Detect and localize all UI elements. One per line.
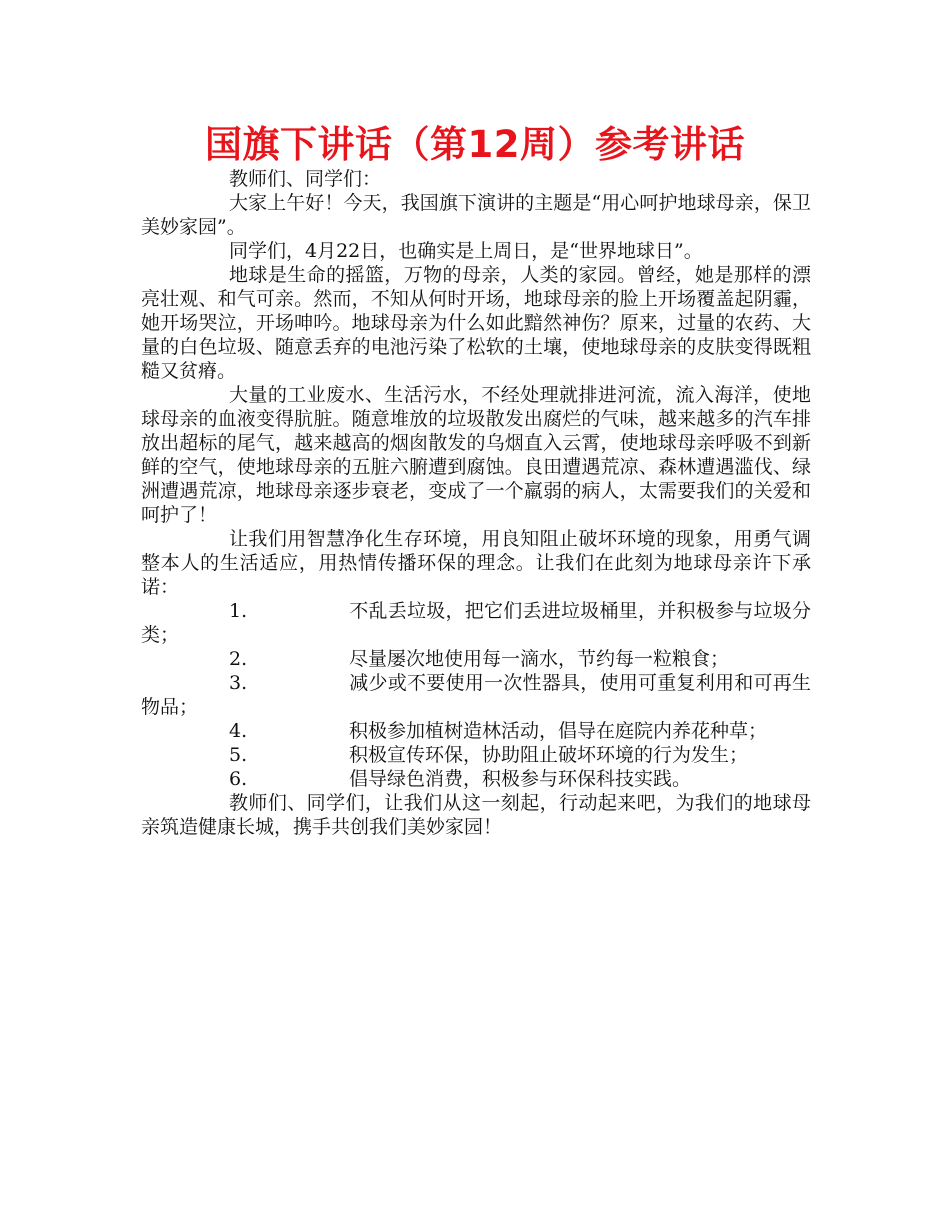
list-item [141, 599, 811, 647]
paragraph-1: 大家上午好！今天，我国旗下演讲的主题是“用心呵护地球母亲，保卫美妙家园”。 [141, 192, 811, 238]
list-item-number: 6. [229, 768, 248, 790]
document-title: 国旗下讲话（第12周）参考讲话 [205, 123, 745, 166]
list-item [141, 743, 811, 767]
list-item-text: 积极参加植树造林活动，倡导在庭院内养花种草； [349, 720, 768, 742]
list-item [141, 671, 811, 719]
list-item-text: 倡导绿色消费，积极参与环保科技实践。 [349, 768, 692, 790]
list-item-number: 1. [229, 600, 248, 622]
closing-paragraph: 教师们、同学们，让我们从这一刻起，行动起来吧，为我们的地球母亲筑造健康长城，携手共创我们美妙家园！ [141, 792, 811, 838]
list-item-text: 积极宣传环保，协助阻止破坏环境的行为发生； [349, 744, 749, 766]
list-item-number: 2. [229, 648, 248, 670]
list-item-number: 3. [229, 672, 248, 694]
list-item-text: 尽量屡次地使用每一滴水，节约每一粒粮食； [349, 648, 730, 670]
list-item [141, 647, 811, 671]
list-item-text: 不乱丢垃圾，把它们丢进垃圾桶里，并积极参与垃圾分类； [141, 600, 811, 646]
document-body [141, 167, 811, 839]
list-item-number: 5. [229, 744, 248, 766]
list-item-number: 4. [229, 720, 248, 742]
paragraph-4: 大量的工业废水、生活污水，不经处理就排进河流，流入海洋，使地球母亲的血液变得肮脏。随意堆放的垃圾散发出腐烂的气味，越来越多的汽车排放出超标的尾气，越来越高的烟囱散发的乌烟直入云霄，使地球母亲呼吸不到新鲜的空气，使地球母亲的五脏六腑遭到腐蚀。良田遭遇荒凉、森林遭遇滥伐、绿洲遭遇荒凉，地球母亲逐步衰老，变成了一个羸弱的病人，太需要我们的关爱和呵护了！ [141, 384, 811, 526]
greeting: 教师们、同学们： [229, 168, 382, 190]
paragraph-5: 让我们用智慧净化生存环境，用良知阻止破坏环境的现象，用勇气调整本人的生活适应，用热情传播环保的理念。让我们在此刻为地球母亲许下承诺： [141, 528, 811, 598]
paragraph-3: 地球是生命的摇篮，万物的母亲，人类的家园。曾经，她是那样的漂亮壮观、和气可亲。然而，不知从何时开场，地球母亲的脸上开场覆盖起阴霾，她开场哭泣，开场呻吟。地球母亲为什么如此黯然神伤？原来，过量的农药、大量的白色垃圾、随意丢弃的电池污染了松软的土壤，使地球母亲的皮肤变得既粗糙又贫瘠。 [141, 264, 811, 382]
list-item [141, 767, 811, 791]
list-item [141, 719, 811, 743]
list-item-text: 减少或不要使用一次性器具，使用可重复利用和可再生物品； [141, 672, 811, 718]
paragraph-2: 同学们，4月22日，也确实是上周日，是“世界地球日”。 [229, 240, 703, 262]
